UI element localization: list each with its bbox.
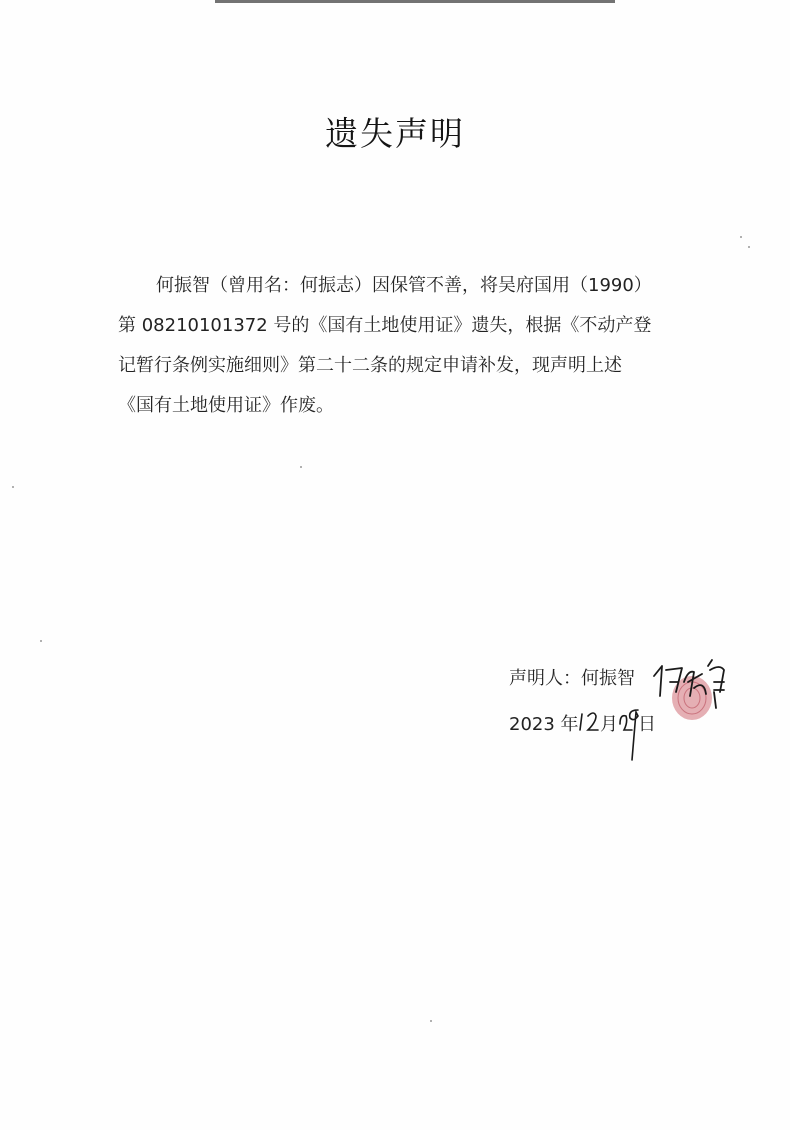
scan-speck: [300, 466, 302, 468]
document-title: 遗失声明: [325, 114, 465, 153]
handwritten-month-digits: [580, 713, 598, 730]
date-printed: 2023 年: [509, 714, 579, 735]
scan-speck: [740, 236, 742, 238]
signer-label: 声明人：何振智: [509, 668, 635, 689]
declaration-body: [118, 266, 678, 426]
scan-speck: [748, 246, 750, 248]
handwritten-date: [576, 702, 656, 764]
day-suffix: 日: [638, 714, 656, 735]
scan-speck: [430, 1020, 432, 1022]
body-line-4: 《国有土地使用证》作废。: [118, 395, 334, 416]
body-line-2: 第 08210101372 号的《国有土地使用证》遗失，根据《不动产登: [118, 315, 652, 336]
scan-top-edge: [215, 0, 615, 3]
scan-speck: [40, 640, 42, 642]
body-line-1: 何振智（曾用名：何振志）因保管不善，将吴府国用（1990）: [156, 275, 652, 296]
month-suffix: 月: [600, 714, 618, 735]
handwritten-day-digits: [620, 710, 638, 760]
scan-speck: [12, 486, 14, 488]
handwritten-signature-with-fingerprint: [648, 652, 732, 730]
body-line-3: 记暂行条例实施细则》第二十二条的规定申请补发，现声明上述: [118, 355, 622, 376]
